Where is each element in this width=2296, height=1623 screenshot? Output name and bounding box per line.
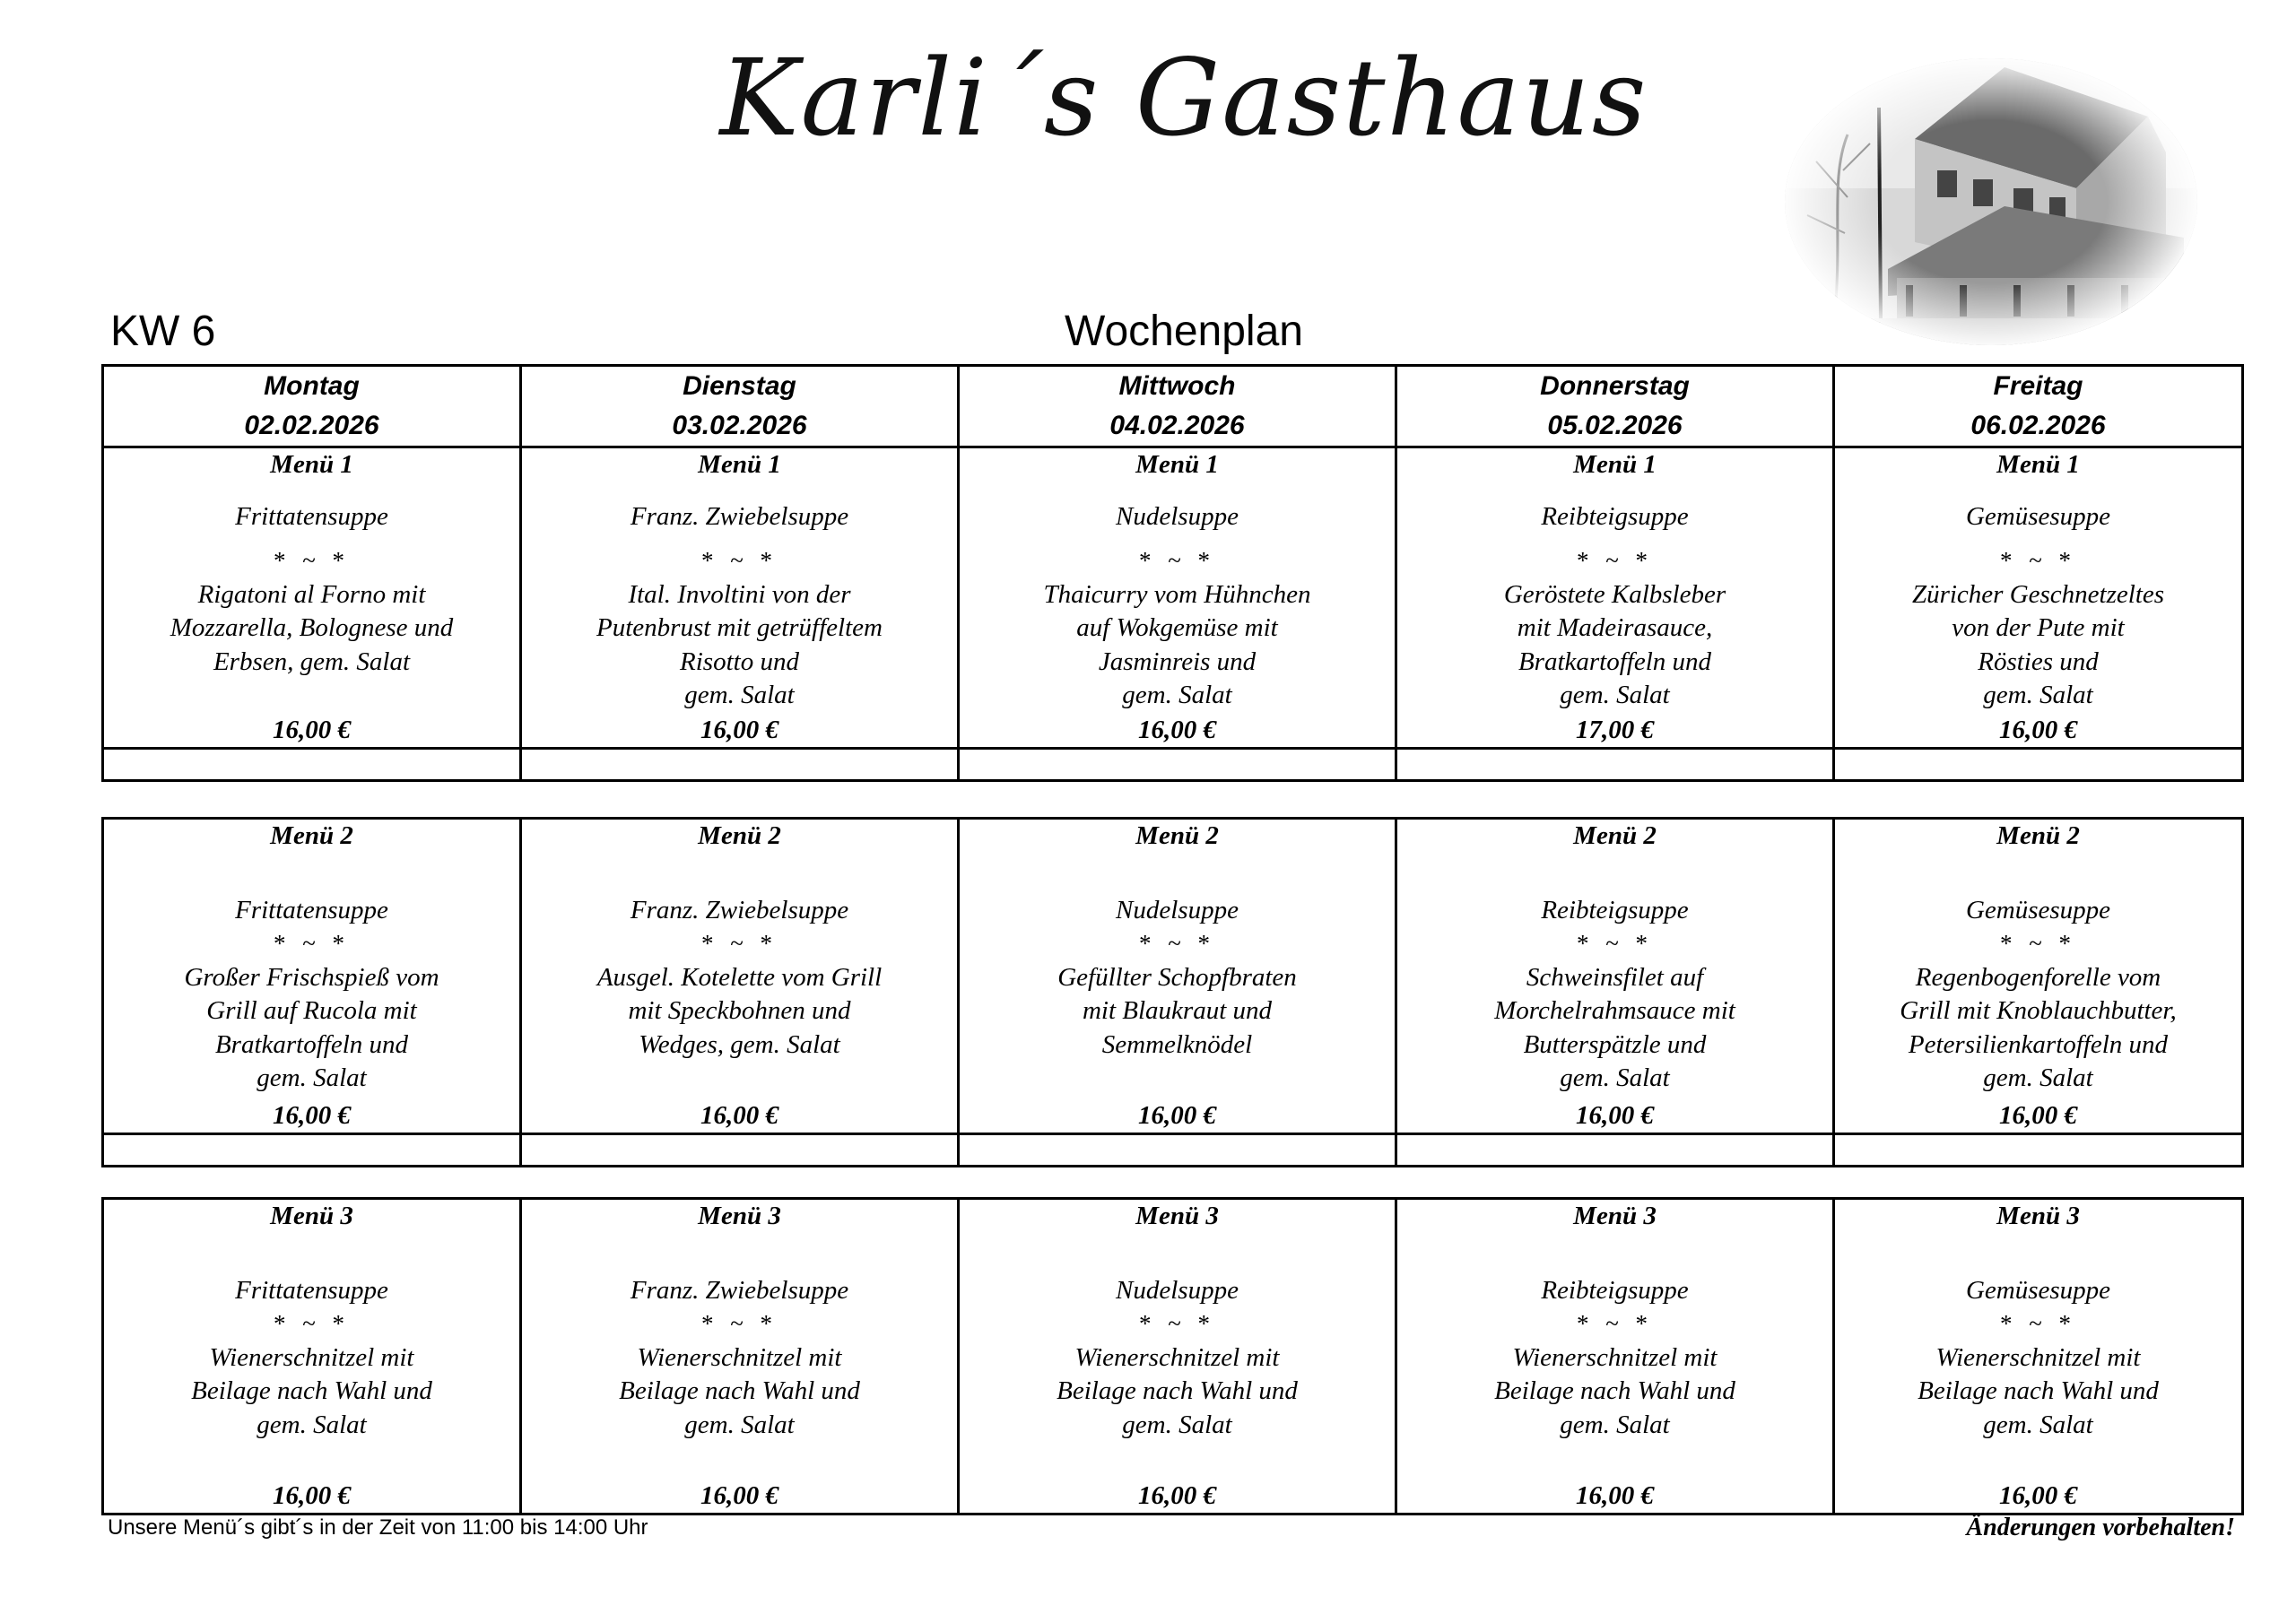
plan-title: Wochenplan	[1065, 308, 1303, 355]
menu-cell	[103, 819, 521, 1134]
menu-row	[103, 447, 2243, 749]
price: 16,00 €	[273, 1100, 351, 1130]
price: 17,00 €	[1576, 715, 1654, 744]
soup-name: Franz. Zwiebelsuppe	[630, 1275, 849, 1305]
soup-name: Frittatensuppe	[235, 1275, 388, 1305]
course-separator: * ~ *	[1138, 547, 1216, 574]
price: 16,00 €	[1138, 1100, 1216, 1130]
course-separator: * ~ *	[1999, 1310, 2077, 1337]
dish-line: Beilage nach Wahl und	[619, 1376, 860, 1405]
dish-line: Züricher Geschnetzeltes	[1911, 579, 2165, 609]
dish-line: Ausgel. Kotelette vom Grill	[596, 962, 883, 992]
menu-table-1	[101, 364, 2244, 782]
dish-line: gem. Salat	[684, 1410, 795, 1439]
dish-line: Beilage nach Wahl und	[191, 1376, 432, 1405]
menu-label: Menü 3	[270, 1202, 353, 1230]
course-separator: * ~ *	[1138, 1310, 1216, 1337]
dish-line: gem. Salat	[1122, 1410, 1232, 1439]
menu-cell	[103, 447, 521, 749]
menu-cell	[959, 819, 1396, 1134]
menu-cell	[1396, 1199, 1834, 1515]
menu-cell	[959, 1199, 1396, 1515]
dish-line: gem. Salat	[257, 1410, 367, 1439]
disclaimer: Änderungen vorbehalten!	[1966, 1514, 2235, 1541]
soup-name: Reibteigsuppe	[1541, 895, 1689, 924]
soup-name: Gemüsesuppe	[1965, 501, 2111, 531]
dish-line: mit Speckbohnen und	[628, 996, 851, 1025]
dish-line: gem. Salat	[1560, 1410, 1670, 1439]
dish-line: mit Blaukraut und	[1082, 996, 1273, 1025]
day-header	[521, 366, 959, 447]
spacer-row	[103, 749, 2243, 781]
dish-line: Wienerschnitzel mit	[1935, 1342, 2141, 1372]
price: 16,00 €	[1999, 1480, 2077, 1510]
menu-row	[103, 1199, 2243, 1515]
menu-cell	[521, 447, 959, 749]
soup-name: Nudelsuppe	[1116, 1275, 1239, 1305]
menu-label: Menü 3	[1573, 1202, 1657, 1230]
day-date: 04.02.2026	[1109, 411, 1245, 440]
price: 16,00 €	[1138, 715, 1216, 744]
dish-line: Putenbrust mit getrüffeltem	[596, 613, 883, 642]
day-date: 06.02.2026	[1970, 411, 2106, 440]
day-header	[1834, 366, 2243, 447]
soup-name: Gemüsesuppe	[1965, 1275, 2111, 1305]
day-header-row	[103, 366, 2243, 447]
menu-row	[103, 819, 2243, 1134]
dish-line: gem. Salat	[684, 681, 795, 709]
menu-cell	[1834, 819, 2243, 1134]
dish-line: Wienerschnitzel mit	[637, 1342, 842, 1372]
dish-line: gem. Salat	[1983, 1410, 2093, 1439]
menu-label: Menü 1	[1996, 450, 2080, 479]
price: 16,00 €	[700, 1100, 778, 1130]
course-separator: * ~ *	[1576, 1310, 1654, 1337]
dish-line: Wienerschnitzel mit	[1074, 1342, 1280, 1372]
menu-cell	[1834, 1199, 2243, 1515]
dish-line: von der Pute mit	[1952, 613, 2125, 642]
dish-line: mit Madeirasauce,	[1517, 613, 1713, 642]
course-separator: * ~ *	[700, 1310, 778, 1337]
dish-line: gem. Salat	[1560, 1063, 1670, 1092]
price: 16,00 €	[700, 715, 778, 744]
menu-cell	[103, 1199, 521, 1515]
course-separator: * ~ *	[700, 547, 778, 574]
menu-label: Menü 2	[698, 821, 781, 850]
soup-name: Nudelsuppe	[1116, 501, 1239, 531]
dish-line: Thaicurry vom Hühnchen	[1043, 579, 1311, 609]
spacer-row	[103, 1134, 2243, 1167]
price: 16,00 €	[700, 1480, 778, 1510]
menu-label: Menü 2	[1573, 821, 1657, 850]
dish-line: Geröstete Kalbsleber	[1503, 579, 1726, 609]
day-date: 02.02.2026	[244, 411, 379, 440]
dish-line: Wienerschnitzel mit	[1512, 1342, 1718, 1372]
course-separator: * ~ *	[273, 1310, 351, 1337]
dish-line: Beilage nach Wahl und	[1057, 1376, 1298, 1405]
dish-line: Bratkartoffeln und	[214, 1029, 409, 1059]
dish-line: gem. Salat	[1983, 1063, 2093, 1092]
soup-name: Frittatensuppe	[235, 501, 388, 531]
dish-line: Morchelrahmsauce mit	[1494, 996, 1735, 1025]
day-header	[1396, 366, 1834, 447]
dish-line: gem. Salat	[1560, 681, 1670, 709]
day-name: Montag	[264, 371, 360, 401]
menu-label: Menü 3	[698, 1202, 781, 1230]
dish-line: Rigatoni al Forno mit	[197, 579, 426, 609]
menu-label: Menü 3	[1135, 1202, 1219, 1230]
day-date: 05.02.2026	[1547, 411, 1683, 440]
menu-label: Menü 2	[1135, 821, 1219, 850]
dish-line: auf Wokgemüse mit	[1076, 613, 1278, 642]
dish-line: Butterspätzle und	[1523, 1029, 1707, 1059]
dish-line: Jasminreis und	[1098, 647, 1257, 676]
dish-line: Großer Frischspieß vom	[184, 962, 439, 992]
course-separator: * ~ *	[1576, 930, 1654, 957]
dish-line: Semmelknödel	[1101, 1029, 1253, 1059]
price: 16,00 €	[1576, 1480, 1654, 1510]
soup-name: Reibteigsuppe	[1541, 501, 1689, 531]
menu-label: Menü 1	[698, 450, 781, 479]
menu-cell	[521, 819, 959, 1134]
soup-name: Franz. Zwiebelsuppe	[630, 895, 849, 924]
dish-line: Grill mit Knoblauchbutter,	[1900, 996, 2177, 1025]
menu-label: Menü 2	[270, 821, 353, 850]
menu-label: Menü 1	[270, 450, 353, 479]
menu-cell	[1396, 819, 1834, 1134]
dish-line: Beilage nach Wahl und	[1494, 1376, 1735, 1405]
course-separator: * ~ *	[1138, 930, 1216, 957]
price: 16,00 €	[273, 1480, 351, 1510]
dish-line: Schweinsfilet auf	[1526, 962, 1704, 992]
price: 16,00 €	[1138, 1480, 1216, 1510]
day-header	[103, 366, 521, 447]
menu-table-2	[101, 817, 2244, 1167]
day-date: 03.02.2026	[672, 411, 807, 440]
menu-table-3	[101, 1197, 2244, 1515]
soup-name: Frittatensuppe	[235, 895, 388, 924]
soup-name: Nudelsuppe	[1116, 895, 1239, 924]
dish-line: gem. Salat	[1983, 681, 2093, 709]
soup-name: Franz. Zwiebelsuppe	[630, 501, 849, 531]
menu-cell	[1834, 447, 2243, 749]
dish-line: Mozzarella, Bolognese und	[170, 613, 454, 642]
dish-line: Erbsen, gem. Salat	[213, 647, 411, 676]
dish-line: Bratkartoffeln und	[1518, 647, 1712, 676]
course-separator: * ~ *	[1999, 547, 2077, 574]
gasthaus-photo	[1780, 54, 2202, 350]
price: 16,00 €	[273, 715, 351, 744]
menu-label: Menü 2	[1996, 821, 2080, 850]
dish-line: Regenbogenforelle vom	[1915, 962, 2161, 992]
menu-label: Menü 1	[1573, 450, 1657, 479]
dish-line: Ital. Involtini von der	[628, 579, 851, 609]
soup-name: Reibteigsuppe	[1541, 1275, 1689, 1305]
menu-cell	[521, 1199, 959, 1515]
menu-cell	[959, 447, 1396, 749]
day-name: Donnerstag	[1540, 371, 1690, 401]
restaurant-title: Karli´s Gasthaus	[719, 36, 1648, 160]
dish-line: Beilage nach Wahl und	[1918, 1376, 2159, 1405]
dish-line: Petersilienkartoffeln und	[1908, 1029, 2169, 1059]
day-header	[959, 366, 1396, 447]
dish-line: Gefüllter Schopfbraten	[1057, 962, 1297, 992]
price: 16,00 €	[1576, 1100, 1654, 1130]
week-label: KW 6	[110, 308, 216, 355]
price: 16,00 €	[1999, 715, 2077, 744]
hours-note: Unsere Menü´s gibt´s in der Zeit von 11:00 bis 14:00 Uhr	[108, 1515, 648, 1540]
day-name: Mittwoch	[1118, 371, 1236, 401]
dish-line: gem. Salat	[1122, 681, 1232, 709]
dish-line: Rösties und	[1978, 647, 2099, 676]
day-name: Freitag	[1993, 371, 2083, 401]
price: 16,00 €	[1999, 1100, 2077, 1130]
dish-line: Wedges, gem. Salat	[639, 1029, 840, 1059]
course-separator: * ~ *	[1576, 547, 1654, 574]
course-separator: * ~ *	[700, 930, 778, 957]
dish-line: Wienerschnitzel mit	[209, 1342, 414, 1372]
course-separator: * ~ *	[273, 547, 351, 574]
course-separator: * ~ *	[273, 930, 351, 957]
dish-line: Grill auf Rucola mit	[206, 996, 417, 1025]
menu-label: Menü 1	[1135, 450, 1219, 479]
soup-name: Gemüsesuppe	[1965, 895, 2111, 924]
menu-label: Menü 3	[1996, 1202, 2080, 1230]
day-name: Dienstag	[683, 371, 796, 401]
dish-line: gem. Salat	[257, 1063, 367, 1092]
menu-cell	[1396, 447, 1834, 749]
dish-line: Risotto und	[680, 647, 799, 676]
course-separator: * ~ *	[1999, 930, 2077, 957]
